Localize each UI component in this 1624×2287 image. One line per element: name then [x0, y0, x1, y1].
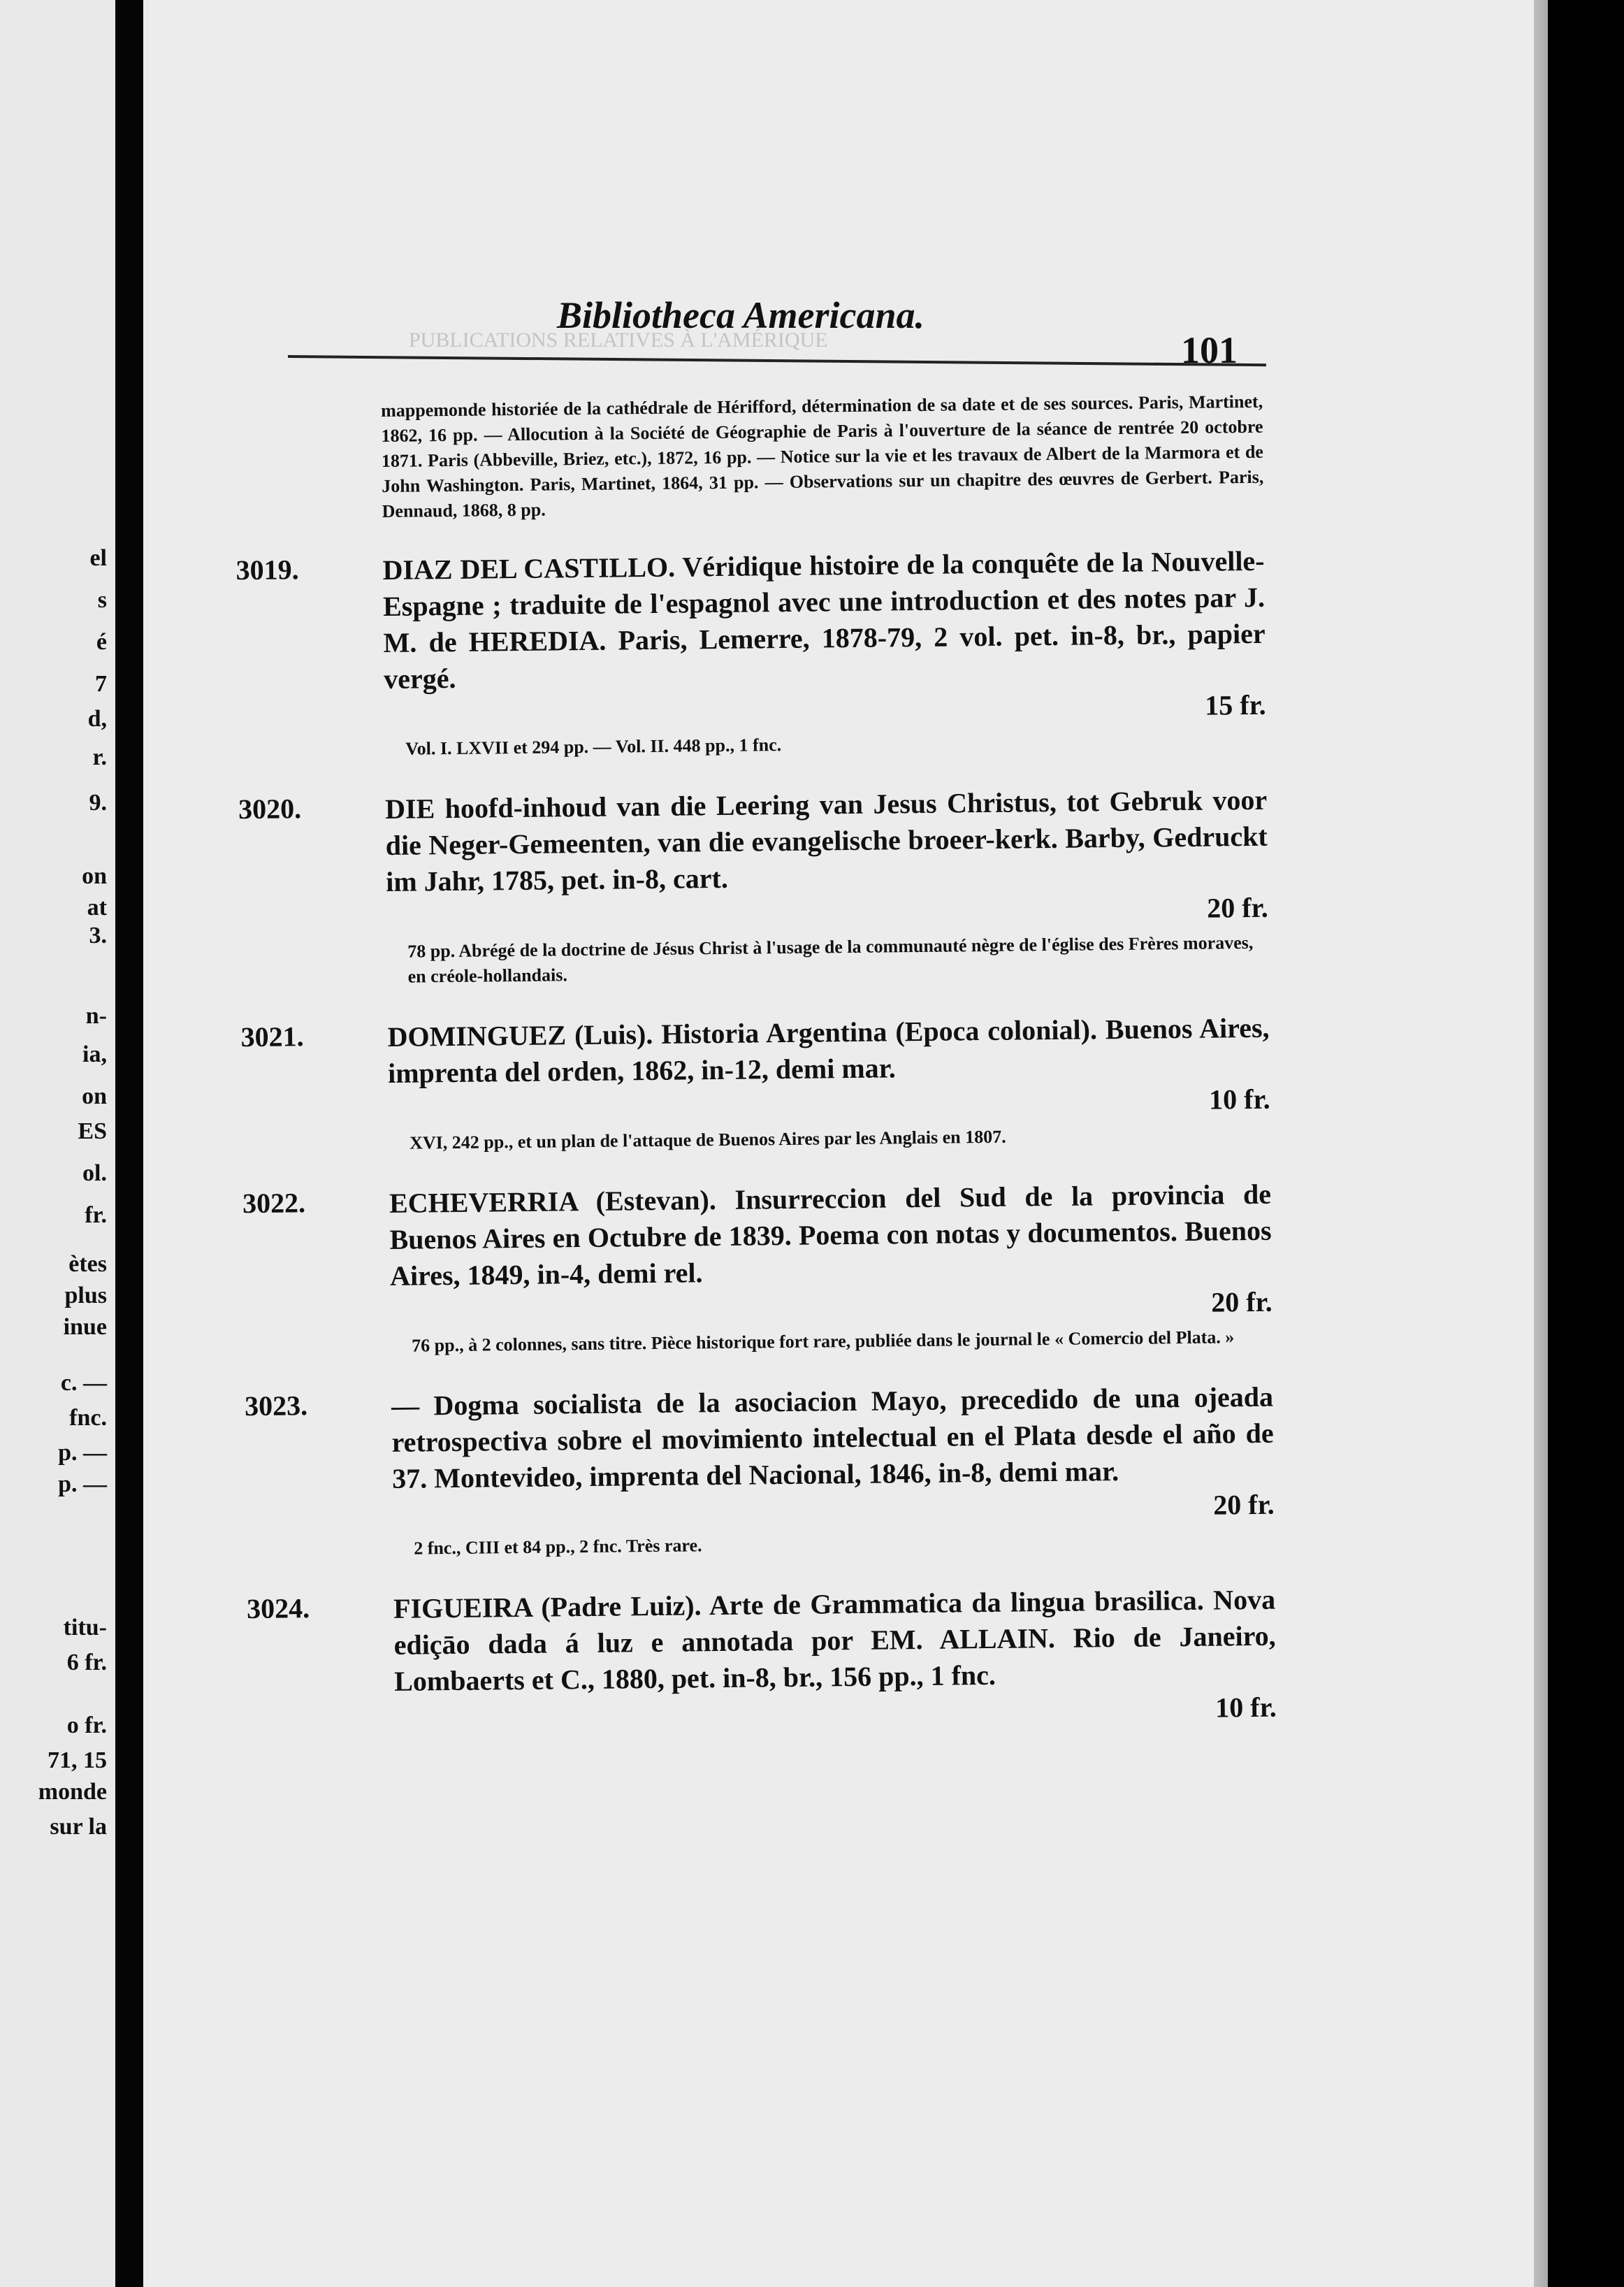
- entry-note: XVI, 242 pp., et un plan de l'attaque de Buenos Aires par les Anglais en 1807.: [409, 1126, 1006, 1153]
- entry-number: 3024.: [246, 1592, 310, 1625]
- left-page-fragment: fr.: [85, 1202, 107, 1228]
- left-page-fragment: é: [96, 629, 107, 655]
- entry-text: DIE hoofd-inhoud van die Leering van Jesus Christus, tot Gebruk voor die Neger-Gemeenten, van die evangelische broeer-kerk. Barby, Gedruckt im Jahr, 1785, pet. in-8, cart.: [384, 784, 1268, 897]
- left-page-fragment: at: [87, 895, 107, 921]
- entry-number: 3023.: [244, 1390, 308, 1422]
- left-page-fragment: ES: [78, 1118, 107, 1144]
- left-page-fragment: 9.: [89, 790, 107, 816]
- left-page-fragment: on: [82, 863, 107, 889]
- catalogue-entry: [240, 1010, 1270, 1156]
- catalogue-entry: [244, 1379, 1275, 1561]
- entry-note: Vol. I. LXVII et 294 pp. — Vol. II. 448 pp., 1 fnc.: [405, 735, 782, 759]
- entry-note: 76 pp., à 2 colonnes, sans titre. Pièce historique fort rare, publiée dans le journal le « Comercio del Plata. »: [412, 1327, 1235, 1356]
- left-page-fragment: 71, 15: [48, 1747, 107, 1773]
- running-head: Bibliotheca Americana.: [557, 294, 925, 336]
- left-page: [0, 0, 115, 2287]
- left-page-fragment: p. —: [58, 1440, 107, 1466]
- left-page-fragment: sur la: [50, 1814, 107, 1840]
- left-page-fragment: c. —: [60, 1370, 107, 1396]
- catalogue-entry: [235, 543, 1266, 762]
- entry-text: FIGUEIRA (Padre Luiz). Arte de Grammatica da lingua brasilica. Nova ediçāo dada á luz e annotada por EM. ALLAIN. Rio de Janeiro, Lombaerts et C., 1880, pet. in-8, br., 156 pp., 1 fnc.: [393, 1583, 1276, 1697]
- left-page-fragment: 7: [95, 671, 107, 697]
- entry-note: 78 pp. Abrégé de la doctrine de Jésus Christ à l'usage de la communauté nègre de l'église des Frères moraves, en créole-hollandais.: [407, 932, 1254, 987]
- left-page-fragment: inue: [63, 1314, 107, 1340]
- continued-note: mappemonde historiée de la cathédrale de Hérifford, détermination de sa date et de ses sources. Paris, Martinet, 1862, 16 pp. — Allocution à la Société de Géographie de Paris à l'ouverture de la séance de rentrée 20 octobre 1871. Paris (Abbeville, Briez, etc.), 1872, 16 pp. — Notice sur la vie et les travaux de Albert de la Marmora et de John Washington. Paris, Martinet, 1864, 31 pp. — Observations sur un chapitre des œuvres de Gerbert. Paris, Dennaud, 1868, 8 pp.: [381, 391, 1264, 521]
- left-page-fragment: titu-: [63, 1615, 107, 1640]
- left-page-fragment: ol.: [82, 1160, 107, 1186]
- bleed-through-text-1: PUBLICATIONS RELATIVES À L'AMÉRIQUE: [409, 329, 828, 352]
- catalogue-entry: [246, 1582, 1277, 1733]
- entry-text: ECHEVERRIA (Estevan). Insurreccion del Sud de la provincia de Buenos Aires en Octubre de 1839. Poema con notas y documentos. Buenos Aires, 1849, in-4, demi rel.: [389, 1178, 1272, 1292]
- entry-number: 3020.: [238, 793, 302, 825]
- left-page-fragment: fnc.: [69, 1405, 107, 1431]
- left-page-fragment: p. —: [58, 1471, 107, 1497]
- entry-text: DIAZ DEL CASTILLO. Véridique histoire de la conquête de la Nouvelle-Espagne ; traduite de l'espagnol avec une introduction et des notes par J. M. de HEREDIA. Paris, Lemerre, 1878-79, 2 vol. pet. in-8, br., papier vergé.: [382, 544, 1266, 695]
- entry-price: 20 fr.: [1210, 1285, 1273, 1318]
- catalogue-entry: [242, 1176, 1273, 1359]
- entry-number: 3021.: [240, 1020, 304, 1053]
- left-page-fragment: 6 fr.: [66, 1650, 107, 1675]
- entry-number: 3019.: [235, 554, 299, 586]
- left-page-fragment: r.: [92, 744, 107, 770]
- left-page-fragment: plus: [64, 1283, 107, 1308]
- entry-text: — Dogma socialista de la asociacion Mayo, precedido de una ojeada retrospectiva sobre el movimiento intelectual en el Plata desde el año de 37. Montevideo, imprenta del Nacional, 1846, in-8, demi mar.: [391, 1380, 1274, 1494]
- left-page-fragment: on: [82, 1083, 107, 1109]
- left-page-fragment: ètes: [68, 1251, 107, 1277]
- entry-price: 20 fr.: [1207, 891, 1268, 924]
- left-page-fragment: 3.: [89, 923, 107, 948]
- entry-list: [235, 543, 1277, 1733]
- left-page-fragment: el: [89, 545, 107, 571]
- left-page-fragment: s: [97, 587, 107, 613]
- left-page-fragment: ia,: [82, 1041, 107, 1067]
- entry-price: 15 fr.: [1205, 688, 1266, 721]
- page-number: 101: [1181, 329, 1238, 371]
- entry-price: 20 fr.: [1213, 1488, 1275, 1521]
- left-page-fragment: monde: [38, 1779, 107, 1805]
- entry-note: 2 fnc., CIII et 84 pp., 2 fnc. Très rare.: [414, 1535, 702, 1559]
- entry-price: 10 fr.: [1215, 1691, 1277, 1724]
- entry-price: 10 fr.: [1208, 1083, 1270, 1116]
- left-page-fragment: n-: [85, 1003, 107, 1029]
- left-page-fragment: o fr.: [66, 1712, 107, 1738]
- catalogue-entry: [238, 782, 1269, 990]
- catalogue-entries: [235, 389, 1277, 1763]
- entry-text: DOMINGUEZ (Luis). Historia Argentina (Epoca colonial). Buenos Aires, imprenta del orden, 1862, in-12, demi mar.: [387, 1011, 1270, 1089]
- left-page-fragment: d,: [87, 706, 107, 732]
- entry-number: 3022.: [242, 1187, 306, 1220]
